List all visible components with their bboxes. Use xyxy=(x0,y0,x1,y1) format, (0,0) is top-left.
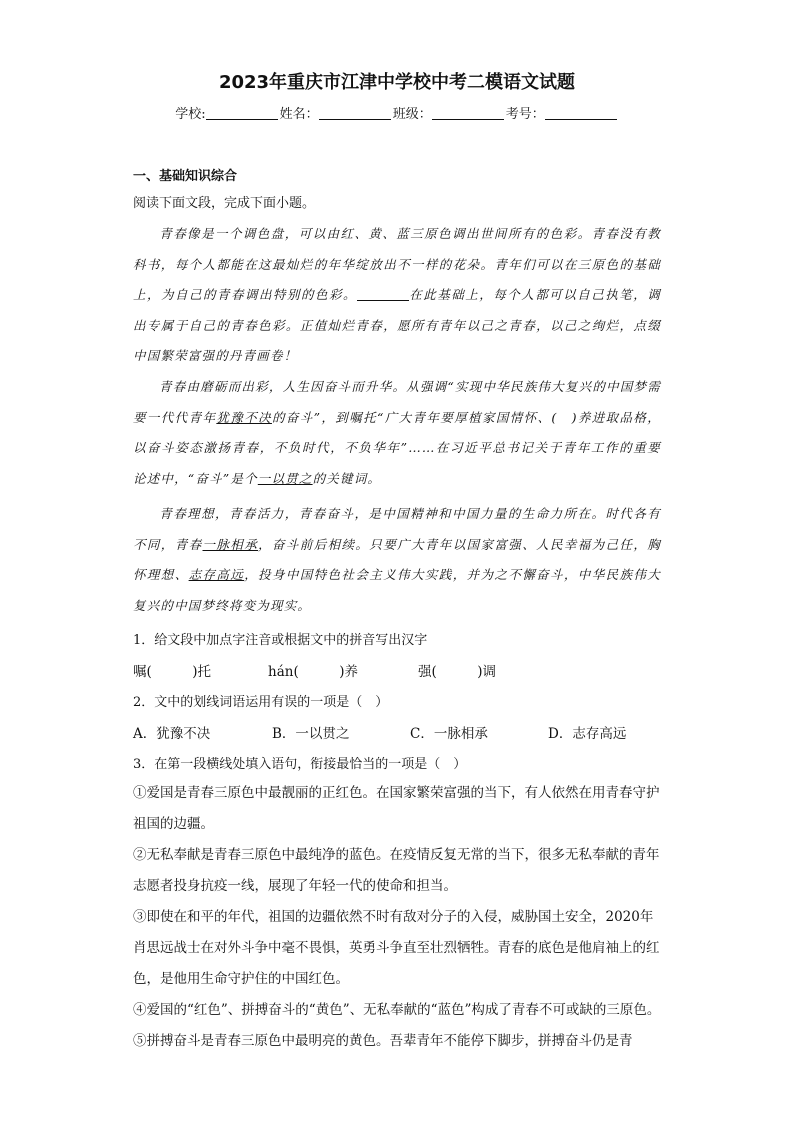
paragraph-2-text-b: 的奋斗”，到嘱托“广大青年要厚植家国情怀、( )养进取品格，以奋斗姿态激扬青春，不负时代，不负华年”……在习近平总书记关于青年工作的重要论述中，“奋斗”是个 xyxy=(133,409,662,486)
q1-item[interactable]: 强( )调 xyxy=(418,664,497,680)
id-label: 考号： xyxy=(505,107,545,122)
paragraph-3-text-a: 青春理想，青春活力，青春奋斗，是中国精神和中国力量的生命力所在。时代各有不同，青春 xyxy=(133,506,661,552)
q3-item-4: ④爱国的“红色”、拼搏奋斗的“黄色”、无私奉献的“蓝色”构成了青春不可或缺的三原色。 xyxy=(133,1002,661,1018)
q2-option-b[interactable]: B．一以贯之 xyxy=(272,726,350,742)
section-heading: 一、基础知识综合 xyxy=(133,169,238,184)
class-blank[interactable] xyxy=(432,107,504,120)
section-instruction: 阅读下面文段，完成下面小题。 xyxy=(133,196,316,211)
q3-item-3: ③即使在和平的年代，祖国的边疆依然不时有敌对分子的入侵，威胁国土安全，2020年肖思远战士在对外斗争中毫不畏惧，英勇斗争直至壮烈牺牲。青春的底色是他肩袖上的红色，是他用生命守护住的中国红色。 xyxy=(133,909,660,987)
q3-item-2: ②无私奉献是青春三原色中最纯净的蓝色。在疫情反复无常的当下，很多无私奉献的青年志愿者投身抗疫一线，展现了年轻一代的使命和担当。 xyxy=(133,847,660,894)
question-1: 1．给文段中加点字注音或根据文中的拼音写出汉字 xyxy=(133,633,428,648)
paragraph-1-text-b: 在此基础上，每个人都可以自己执笔，调出专属于自己的青春色彩。正值灿烂青春，愿所有青年以己之青春，以己之绚烂，点缀中国繁荣富强的丹青画卷！ xyxy=(133,287,661,363)
underlined-term: 一脉相承 xyxy=(202,536,259,552)
q2-option-c[interactable]: C．一脉相承 xyxy=(410,726,488,742)
paragraph-3-text-b: ，奋斗前后相续。只要广大青年以国家富强、人民幸福为己任，胸怀理想、 xyxy=(133,536,661,582)
paragraph-2-text-c: 的关键词。 xyxy=(312,470,382,486)
page-title: 2023年重庆市江津中学校中考二模语文试题 xyxy=(218,72,576,93)
name-label: 姓名： xyxy=(279,107,319,122)
name-blank[interactable] xyxy=(319,107,391,120)
fill-blank[interactable] xyxy=(357,288,409,301)
q2-option-d[interactable]: D．志存高远 xyxy=(548,726,627,742)
paragraph-3-text-c: ，投身中国特色社会主义伟大实践，并为之不懈奋斗，中华民族伟大复兴的中国梦终将变为现实。 xyxy=(133,567,661,613)
q2-option-a[interactable]: A．犹豫不决 xyxy=(133,726,211,742)
q3-item-5: ⑤拼搏奋斗是青春三原色中最明亮的黄色。吾辈青年不能停下脚步，拼搏奋斗仍是青 xyxy=(133,1033,633,1049)
underlined-term: 犹豫不决 xyxy=(216,409,272,425)
school-blank[interactable] xyxy=(206,107,278,120)
class-label: 班级： xyxy=(392,107,432,122)
q1-item[interactable]: hán( )养 xyxy=(268,664,358,680)
underlined-term: 志存高远 xyxy=(188,567,245,582)
paragraph-2-text-a: 青春由磨砺而出彩，人生因奋斗而升华。从强调“实现中华民族伟大复兴的中国梦需要一代代青年 xyxy=(133,379,661,425)
passage-paragraph-2 xyxy=(133,372,661,494)
school-label: 学校: xyxy=(175,107,206,122)
passage-paragraph-3 xyxy=(133,499,661,621)
q1-item[interactable]: 嘱( )托 xyxy=(133,664,212,680)
question-3: 3．在第一段横线处填入语句，衔接最恰当的一项是（ ） xyxy=(133,757,467,772)
question-2: 2．文中的划线词语运用有误的一项是（ ） xyxy=(133,695,389,710)
passage-paragraph-1 xyxy=(133,219,661,372)
paragraph-1-text: 青春像是一个调色盘，可以由红、黄、蓝三原色调出世间所有的色彩。青春没有教科书，每个人都能在这最灿烂的年华绽放出不一样的花朵。青年们可以在三原色的基础上，为自己的青春调出特别的色彩。 xyxy=(133,226,661,302)
id-blank[interactable] xyxy=(545,107,617,120)
underlined-term: 一以贯之 xyxy=(257,470,313,486)
q3-item-1: ①爱国是青春三原色中最靓丽的正红色。在国家繁荣富强的当下，有人依然在用青春守护祖国的边疆。 xyxy=(133,785,660,832)
student-info-line xyxy=(0,103,794,122)
